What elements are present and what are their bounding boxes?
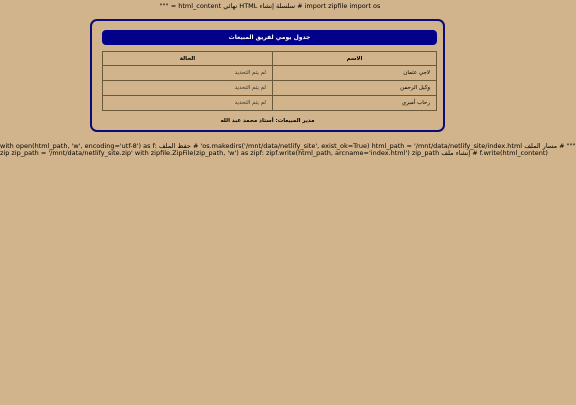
column-header-name: الاسم xyxy=(272,52,436,66)
sales-manager-label: مدير المبيعات: أستاذ محمد عبد الله xyxy=(220,118,315,124)
schedule-title-bar: جدول يومي لفريق المبيعات xyxy=(102,30,437,45)
table-header-row xyxy=(103,52,437,66)
row-name-cell: لاجي عثمان xyxy=(272,66,436,81)
schedule-table xyxy=(102,51,437,111)
code-bottom-line-1: with open(html_path, 'w', encoding='utf-8') as f: حفظ الملف # 'os.makedirs('/mnt/data/netlify_site', exist_ok=True) html_path = '/mnt/data/netlify_site/index.html مسار الملف # """ xyxy=(0,142,576,150)
row-status-cell: لم يتم التحديد xyxy=(103,96,273,111)
column-header-status: الحالة xyxy=(103,52,273,66)
row-name-cell: رحاب أمبري xyxy=(272,96,436,111)
table-row xyxy=(103,66,437,81)
table-row xyxy=(103,81,437,96)
code-bottom-line-2: zip zip_path = '/mnt/data/netlify_site.zip' with zipfile.ZipFile(zip_path, 'w') as zipf: zipf.write(html_path, arcname='index.html') zip_path إنشاء ملف # f.write(html_content) xyxy=(0,149,548,157)
row-status-cell: لم يتم التحديد xyxy=(103,66,273,81)
code-bottom-block xyxy=(0,142,576,157)
row-status-cell: لم يتم التحديد xyxy=(103,81,273,96)
code-top-line: """ = html_content نهائي HTML سلسلة إنشاء # import zipfile import os xyxy=(159,2,381,10)
schedule-card xyxy=(90,19,445,132)
table-row xyxy=(103,96,437,111)
row-name-cell: وكيل الرحمن xyxy=(272,81,436,96)
